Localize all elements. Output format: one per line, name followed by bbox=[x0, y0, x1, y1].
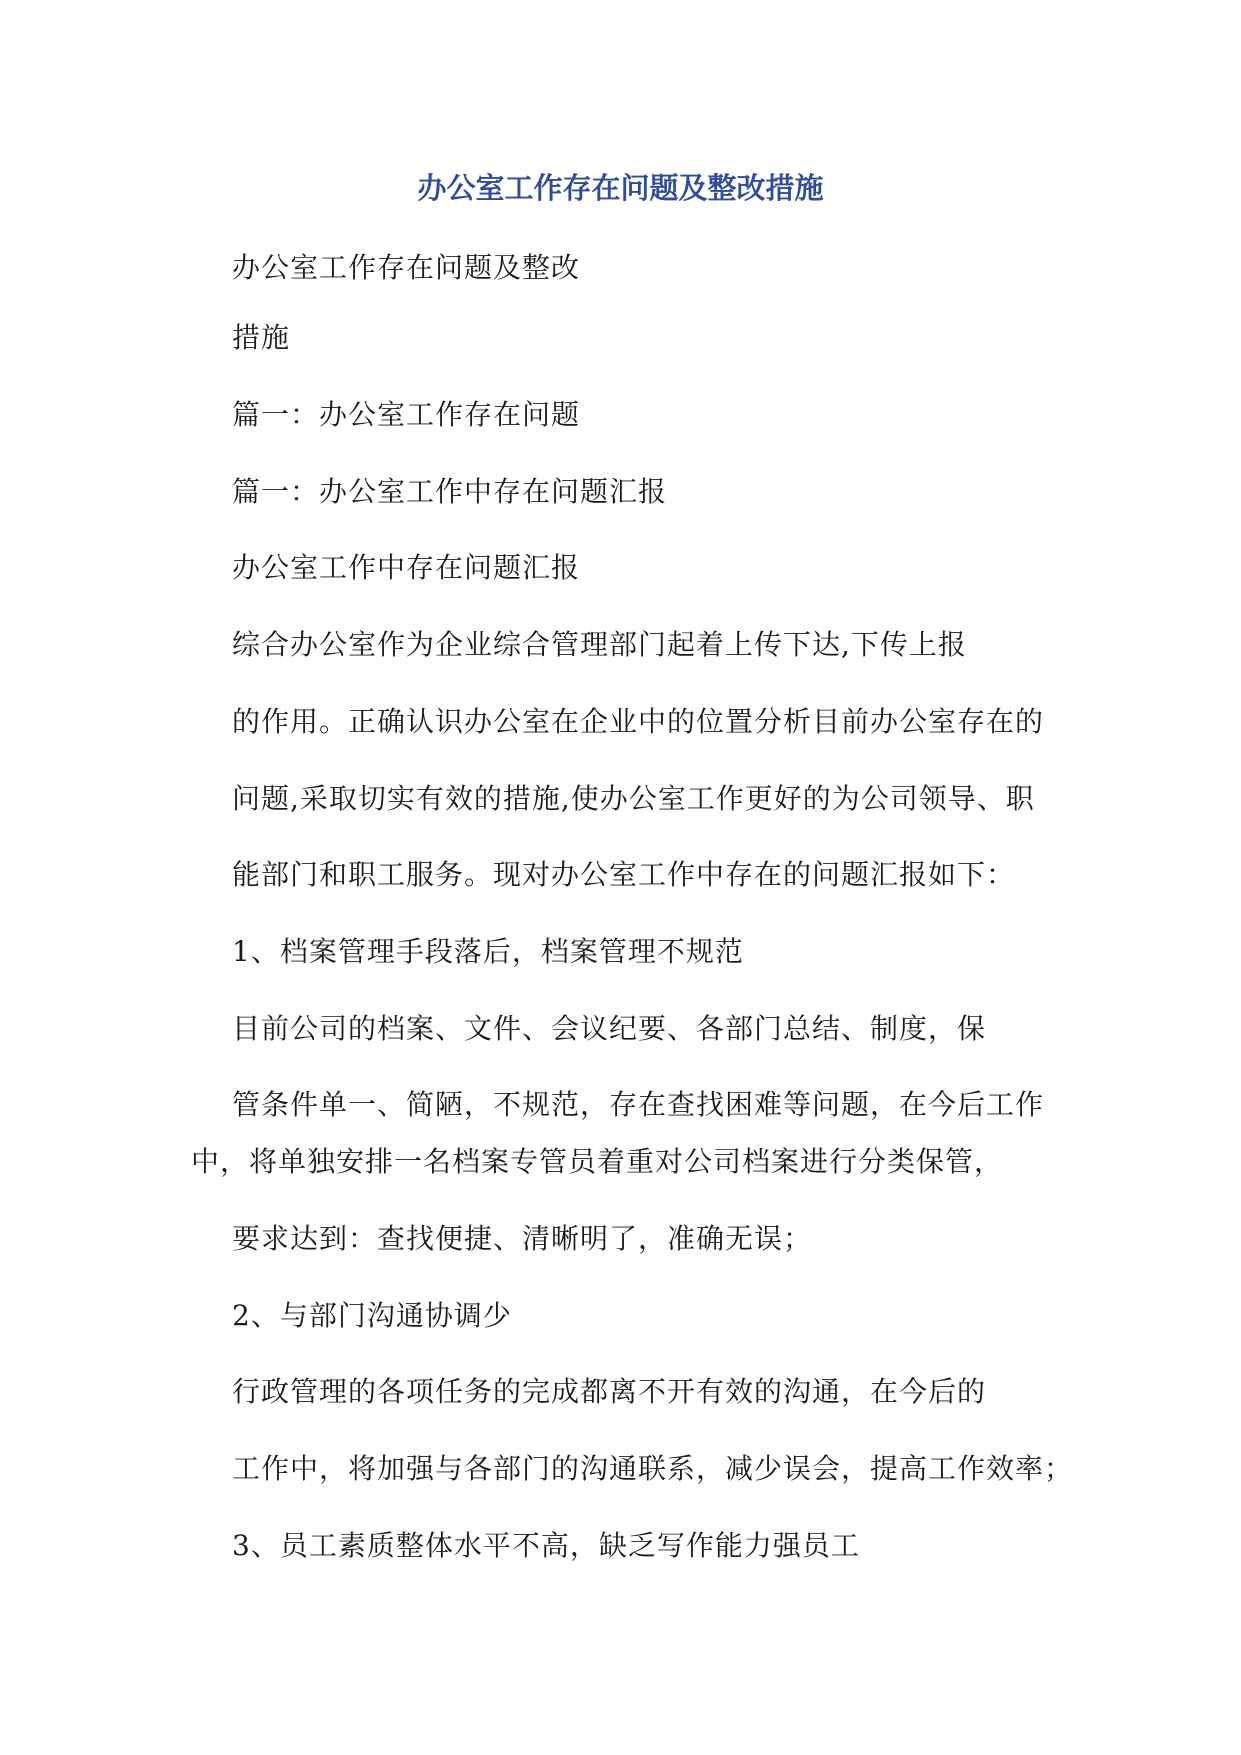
body-line: 2、与部门沟通协调少 bbox=[232, 1299, 512, 1332]
body-line: 篇一：办公室工作中存在问题汇报 bbox=[232, 475, 668, 508]
body-line: 要求达到：查找便捷、清晰明了，准确无误； bbox=[232, 1222, 813, 1255]
body-line: 3、员工素质整体水平不高，缺乏写作能力强员工 bbox=[232, 1529, 860, 1562]
body-line: 的作用。正确认识办公室在企业中的位置分析目前办公室存在的 bbox=[232, 705, 1045, 738]
body-line: 1、档案管理手段落后，档案管理不规范 bbox=[232, 935, 744, 968]
body-line: 目前公司的档案、文件、会议纪要、各部门总结、制度，保 bbox=[232, 1012, 987, 1045]
document-title: 办公室工作存在问题及整改措施 bbox=[417, 171, 824, 205]
body-line: 措施 bbox=[232, 321, 291, 354]
body-line: 篇一：办公室工作存在问题 bbox=[232, 398, 581, 431]
body-line: 行政管理的各项任务的完成都离不开有效的沟通，在今后的 bbox=[232, 1375, 987, 1408]
body-line: 能部门和职工服务。现对办公室工作中存在的问题汇报如下： bbox=[232, 858, 1016, 891]
body-line: 办公室工作中存在问题汇报 bbox=[232, 551, 581, 584]
body-line: 管条件单一、简陋，不规范，存在查找困难等问题，在今后工作 bbox=[232, 1088, 1045, 1121]
body-line: 办公室工作存在问题及整改 bbox=[232, 251, 581, 284]
body-line: 问题,采取切实有效的措施,使办公室工作更好的为公司领导、职 bbox=[232, 782, 1035, 815]
body-line: 工作中，将加强与各部门的沟通联系，减少误会，提高工作效率； bbox=[232, 1452, 1074, 1485]
body-line: 中，将单独安排一名档案专管员着重对公司档案进行分类保管， bbox=[191, 1145, 1004, 1178]
body-line: 综合办公室作为企业综合管理部门起着上传下达,下传上报 bbox=[232, 628, 967, 661]
